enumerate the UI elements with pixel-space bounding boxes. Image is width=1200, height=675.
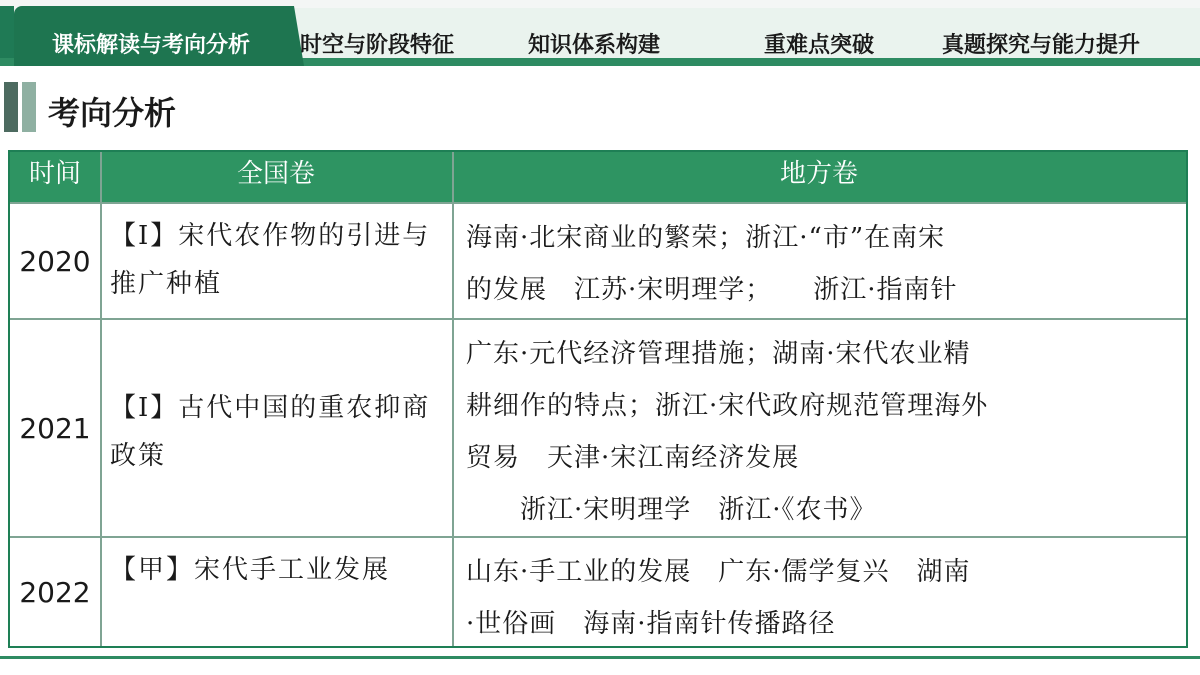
- tab-key-difficulties[interactable]: 重难点突破: [764, 33, 875, 58]
- table-row-year: 2022: [19, 575, 91, 609]
- header-time: [10, 152, 100, 202]
- header-national-label: 全国卷: [236, 159, 315, 189]
- table-cell-local: 山东·手工业的发展 广东·儒学复兴 湖南 ·世俗画 海南·指南针传播路径: [466, 557, 971, 639]
- top-navigation: [0, 0, 1200, 66]
- section-title: 考向分析: [48, 94, 177, 132]
- tab-time-space-features[interactable]: 时空与阶段特征: [300, 33, 455, 58]
- table-row-year: 2021: [19, 411, 91, 445]
- header-time-label: 时间: [28, 159, 81, 189]
- tab-knowledge-system[interactable]: 知识体系构建: [528, 33, 661, 58]
- table-cell-national: 【Ⅰ】古代中国的重农抑商政策: [110, 393, 431, 471]
- header-local-label: 地方卷: [779, 159, 858, 189]
- bottom-divider: [0, 656, 1200, 659]
- tab-curriculum-analysis[interactable]: 课标解读与考向分析: [52, 33, 251, 58]
- nav-left-edge: [0, 6, 14, 58]
- heading-marker-light: [22, 82, 36, 132]
- table-cell-national: 【甲】宋代手工业发展: [110, 555, 391, 585]
- heading-marker-dark: [4, 82, 18, 132]
- table-row-year: 2020: [19, 244, 91, 278]
- table-cell-national: 【Ⅰ】宋代农作物的引进与推广种植: [110, 221, 431, 299]
- header-national: [100, 152, 452, 202]
- table-cell-local: 海南·北宋商业的繁荣；浙江·“市”在南宋 的发展 江苏·宋明理学； 浙江·指南针: [466, 223, 958, 305]
- exam-analysis-table: [8, 150, 1188, 648]
- header-local: [452, 152, 1186, 202]
- table-cell-local: 广东·元代经济管理措施；湖南·宋代农业精 耕细作的特点；浙江·宋代政府规范管理海外 贸易 天津·宋江南经济发展 浙江·宋明理学 浙江·《农书》: [466, 339, 989, 525]
- tab-exam-practice[interactable]: 真题探究与能力提升: [942, 33, 1141, 58]
